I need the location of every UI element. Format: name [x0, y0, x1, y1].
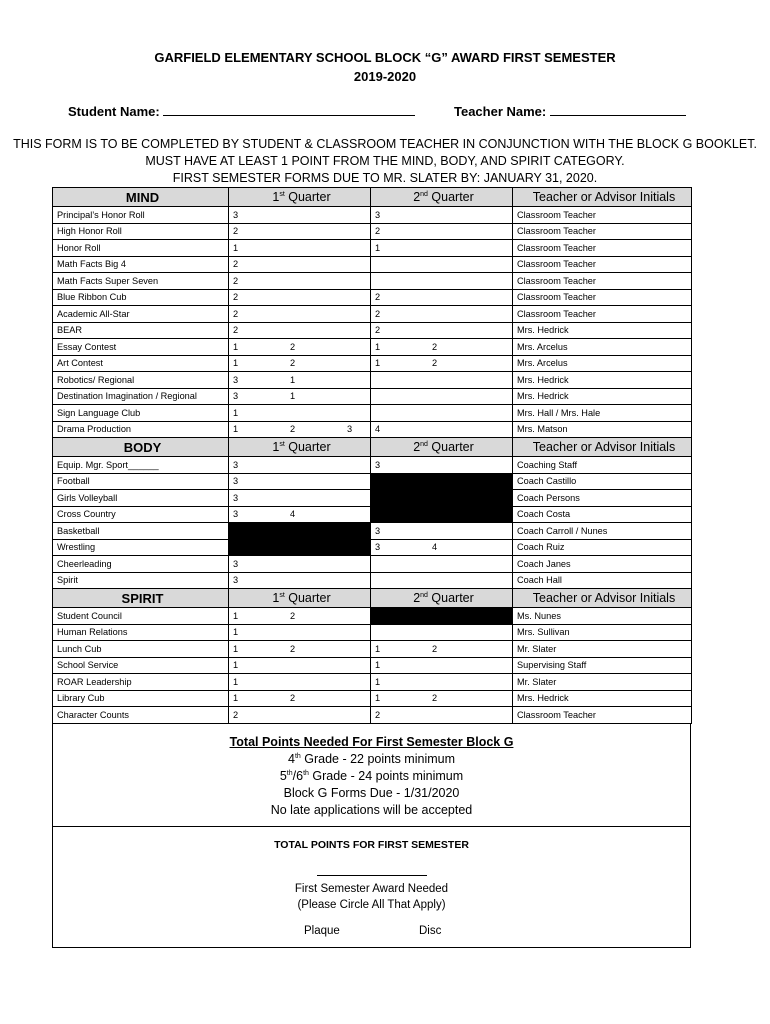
q1-points-a: 2	[233, 325, 239, 336]
table-row	[53, 306, 692, 323]
q2-points-cell[interactable]	[371, 256, 513, 273]
activity-name: Drama Production	[53, 421, 229, 438]
activity-name: Math Facts Super Seven	[53, 273, 229, 290]
activity-name: Football	[53, 473, 229, 490]
forms-due-date: Block G Forms Due - 1/31/2020	[283, 786, 460, 800]
table-row	[53, 556, 692, 573]
activity-name: Student Council	[53, 608, 229, 625]
q1-points-cell[interactable]	[229, 421, 371, 438]
q2-points-b: 2	[432, 693, 438, 704]
q2-points-b: 2	[432, 358, 438, 369]
q2-points-a: 3	[375, 209, 381, 220]
initials-cell[interactable]: Coach Costa	[513, 506, 692, 523]
q1-points-a: 1	[233, 424, 239, 435]
activity-name: Lunch Cub	[53, 641, 229, 658]
activity-name: Spirit	[53, 572, 229, 589]
q1-points-a: 3	[233, 459, 239, 470]
q1-points-a: 2	[233, 308, 239, 319]
q2-points-a: 1	[375, 242, 381, 253]
q2-points-a: 1	[375, 341, 381, 352]
q2-points-cell[interactable]	[371, 223, 513, 240]
q2-points-b: 4	[432, 542, 438, 553]
table-row	[53, 490, 692, 507]
activity-name: Girls Volleyball	[53, 490, 229, 507]
q2-points-a: 1	[375, 643, 381, 654]
q1-points-b: 1	[290, 374, 296, 385]
table-row	[53, 690, 692, 707]
q2-points-a: 2	[375, 709, 381, 720]
requirements-heading: Total Points Needed For First Semester Block G	[229, 735, 514, 749]
initials-cell[interactable]: Mrs. Arcelus	[513, 339, 692, 356]
student-name-line[interactable]	[163, 103, 415, 116]
q1-points-cell[interactable]	[229, 539, 371, 556]
teacher-name-line[interactable]	[550, 103, 686, 116]
teacher-name-label: Teacher Name:	[454, 104, 547, 119]
q2-points-cell[interactable]	[371, 523, 513, 540]
q2-points-b: 2	[432, 341, 438, 352]
student-name-label: Student Name:	[68, 104, 160, 119]
q1-points-cell[interactable]	[229, 674, 371, 691]
spirit-category-title: SPIRIT	[53, 589, 229, 608]
q2-points-cell[interactable]	[371, 273, 513, 290]
q1-points-a: 3	[233, 374, 239, 385]
initials-cell[interactable]: Classroom Teacher	[513, 256, 692, 273]
award-box	[52, 827, 691, 948]
activity-name: High Honor Roll	[53, 223, 229, 240]
q1-points-cell[interactable]	[229, 256, 371, 273]
q1-points-cell[interactable]	[229, 608, 371, 625]
q1-points-a: 3	[233, 509, 239, 520]
q2-points-a: 1	[375, 660, 381, 671]
q1-points-a: 2	[233, 709, 239, 720]
activity-name: ROAR Leadership	[53, 674, 229, 691]
table-row	[53, 523, 692, 540]
q1-points-cell[interactable]	[229, 223, 371, 240]
q1-points-a: 3	[233, 575, 239, 586]
spirit-section-header	[53, 589, 692, 608]
q2-points-a: 3	[375, 525, 381, 536]
q2-points-cell[interactable]	[371, 473, 513, 490]
q1-points-cell[interactable]	[229, 556, 371, 573]
table-row	[53, 405, 692, 422]
q2-points-cell[interactable]	[371, 306, 513, 323]
student-name-field[interactable]	[68, 103, 415, 119]
table-row	[53, 707, 692, 724]
activity-name: Human Relations	[53, 624, 229, 641]
activity-name: Essay Contest	[53, 339, 229, 356]
q1-points-a: 3	[233, 476, 239, 487]
activity-name: Cheerleading	[53, 556, 229, 573]
activity-name: School Service	[53, 657, 229, 674]
q2-points-cell[interactable]	[371, 388, 513, 405]
q1-points-cell[interactable]	[229, 490, 371, 507]
q1-points-cell[interactable]	[229, 339, 371, 356]
initials-cell[interactable]: Coaching Staff	[513, 457, 692, 474]
activity-name: Robotics/ Regional	[53, 372, 229, 389]
q2-points-cell[interactable]	[371, 572, 513, 589]
q1-points-a: 1	[233, 358, 239, 369]
q1-points-a: 1	[233, 610, 239, 621]
initials-cell[interactable]: Classroom Teacher	[513, 240, 692, 257]
q2-points-cell[interactable]	[371, 355, 513, 372]
q1-points-a: 3	[233, 209, 239, 220]
initials-cell[interactable]: Mrs. Hedrick	[513, 372, 692, 389]
table-row	[53, 256, 692, 273]
initials-cell[interactable]: Coach Ruiz	[513, 539, 692, 556]
q1-points-a: 1	[233, 242, 239, 253]
q1-points-cell[interactable]	[229, 707, 371, 724]
q1-points-cell[interactable]	[229, 355, 371, 372]
table-row	[53, 372, 692, 389]
activity-name: Cross Country	[53, 506, 229, 523]
activity-name: Basketball	[53, 523, 229, 540]
initials-cell[interactable]: Classroom Teacher	[513, 273, 692, 290]
q1-points-a: 1	[233, 627, 239, 638]
late-policy: No late applications will be accepted	[270, 803, 473, 817]
instruction-line-3: FIRST SEMESTER FORMS DUE TO MR. SLATER BY: JANUARY 31, 2020.	[172, 171, 598, 185]
q1-points-cell[interactable]	[229, 641, 371, 658]
total-points-label: TOTAL POINTS FOR FIRST SEMESTER	[274, 839, 469, 851]
q2-points-cell[interactable]	[371, 339, 513, 356]
q2-points-cell[interactable]	[371, 322, 513, 339]
q1-points-cell[interactable]	[229, 523, 371, 540]
initials-cell[interactable]: Ms. Nunes	[513, 608, 692, 625]
activity-name: Library Cub	[53, 690, 229, 707]
q2-points-cell[interactable]	[371, 372, 513, 389]
table-row	[53, 273, 692, 290]
q1-points-cell[interactable]	[229, 273, 371, 290]
initials-cell[interactable]: Mrs. Hedrick	[513, 388, 692, 405]
activity-name: Math Facts Big 4	[53, 256, 229, 273]
initials-cell[interactable]: Classroom Teacher	[513, 289, 692, 306]
initials-cell[interactable]: Mrs. Hall / Mrs. Hale	[513, 405, 692, 422]
body-q2-header: 2nd Quarter	[371, 438, 513, 457]
q1-points-cell[interactable]	[229, 624, 371, 641]
q1-points-b: 1	[290, 391, 296, 402]
initials-cell[interactable]: Classroom Teacher	[513, 207, 692, 224]
body-q1-header: 1st Quarter	[229, 438, 371, 457]
table-row	[53, 289, 692, 306]
q2-points-a: 1	[375, 693, 381, 704]
table-row	[53, 506, 692, 523]
activity-name: Blue Ribbon Cub	[53, 289, 229, 306]
q1-points-a: 1	[233, 693, 239, 704]
q1-points-cell[interactable]	[229, 572, 371, 589]
initials-cell[interactable]: Coach Castillo	[513, 473, 692, 490]
activity-name: Principal’s Honor Roll	[53, 207, 229, 224]
q1-points-b: 2	[290, 424, 296, 435]
q2-points-cell[interactable]	[371, 289, 513, 306]
initials-cell[interactable]: Coach Carroll / Nunes	[513, 523, 692, 540]
q2-points-a: 4	[375, 424, 381, 435]
q2-points-a: 2	[375, 308, 381, 319]
q1-points-cell[interactable]	[229, 473, 371, 490]
q2-points-cell[interactable]	[371, 405, 513, 422]
q2-points-cell[interactable]	[371, 674, 513, 691]
q1-points-b: 2	[290, 341, 296, 352]
table-row	[53, 457, 692, 474]
activity-name: Art Contest	[53, 355, 229, 372]
activity-name: Sign Language Club	[53, 405, 229, 422]
activity-name: Honor Roll	[53, 240, 229, 257]
instruction-line-2: MUST HAVE AT LEAST 1 POINT FROM THE MIND, BODY, AND SPIRIT CATEGORY.	[145, 154, 625, 168]
initials-cell[interactable]: Mrs. Hedrick	[513, 322, 692, 339]
q2-points-a: 1	[375, 676, 381, 687]
q2-points-cell[interactable]	[371, 556, 513, 573]
q1-points-b: 2	[290, 693, 296, 704]
q1-points-a: 2	[233, 292, 239, 303]
q2-points-cell[interactable]	[371, 657, 513, 674]
table-row	[53, 624, 692, 641]
q1-points-cell[interactable]	[229, 457, 371, 474]
activity-name: Academic All-Star	[53, 306, 229, 323]
q1-points-cell[interactable]	[229, 306, 371, 323]
initials-cell[interactable]: Mr. Slater	[513, 674, 692, 691]
q1-points-cell[interactable]	[229, 207, 371, 224]
activity-name: Destination Imagination / Regional	[53, 388, 229, 405]
q2-points-cell[interactable]	[371, 641, 513, 658]
table-row	[53, 355, 692, 372]
q2-points-a: 1	[375, 358, 381, 369]
initials-cell[interactable]: Mr. Slater	[513, 641, 692, 658]
q2-points-cell[interactable]	[371, 690, 513, 707]
q1-points-b: 2	[290, 358, 296, 369]
table-row	[53, 339, 692, 356]
q2-points-cell[interactable]	[371, 421, 513, 438]
q1-points-cell[interactable]	[229, 690, 371, 707]
initials-cell[interactable]: Classroom Teacher	[513, 223, 692, 240]
initials-cell[interactable]: Classroom Teacher	[513, 707, 692, 724]
table-row	[53, 674, 692, 691]
q1-points-cell[interactable]	[229, 289, 371, 306]
grade-4-requirement: 4th Grade - 22 points minimum	[287, 752, 456, 766]
q1-points-a: 2	[233, 259, 239, 270]
initials-cell[interactable]: Classroom Teacher	[513, 306, 692, 323]
spirit-q2-header: 2nd Quarter	[371, 589, 513, 608]
plaque-option[interactable]: Plaque	[304, 925, 340, 937]
q1-points-b: 4	[290, 509, 296, 520]
form-title: GARFIELD ELEMENTARY SCHOOL BLOCK “G” AWARD FIRST SEMESTER	[154, 50, 616, 65]
mind-q2-header: 2nd Quarter	[371, 188, 513, 207]
q1-points-a: 3	[233, 391, 239, 402]
q2-points-cell[interactable]	[371, 240, 513, 257]
q2-points-cell[interactable]	[371, 707, 513, 724]
q2-points-b: 2	[432, 643, 438, 654]
q1-points-cell[interactable]	[229, 240, 371, 257]
q1-points-a: 3	[233, 492, 239, 503]
q1-points-cell[interactable]	[229, 372, 371, 389]
initials-cell[interactable]: Coach Persons	[513, 490, 692, 507]
q2-points-a: 2	[375, 226, 381, 237]
q2-points-a: 2	[375, 325, 381, 336]
initials-cell[interactable]: Mrs. Arcelus	[513, 355, 692, 372]
table-row	[53, 608, 692, 625]
activity-name: Equip. Mgr. Sport______	[53, 457, 229, 474]
points-table	[52, 187, 692, 724]
q1-points-c: 3	[347, 424, 353, 435]
teacher-name-field[interactable]	[454, 103, 686, 119]
total-points-blank[interactable]	[53, 863, 690, 881]
initials-cell[interactable]: Mrs. Hedrick	[513, 690, 692, 707]
q1-points-a: 1	[233, 341, 239, 352]
table-row	[53, 223, 692, 240]
table-row	[53, 657, 692, 674]
initials-cell[interactable]: Supervising Staff	[513, 657, 692, 674]
q1-points-a: 2	[233, 226, 239, 237]
table-row	[53, 572, 692, 589]
spirit-q1-header: 1st Quarter	[229, 589, 371, 608]
q2-points-cell[interactable]	[371, 608, 513, 625]
table-row	[53, 240, 692, 257]
q2-points-cell[interactable]	[371, 490, 513, 507]
q2-points-cell[interactable]	[371, 207, 513, 224]
q1-points-a: 1	[233, 660, 239, 671]
table-row	[53, 641, 692, 658]
q2-points-a: 2	[375, 292, 381, 303]
q2-points-cell[interactable]	[371, 506, 513, 523]
q2-points-cell[interactable]	[371, 539, 513, 556]
mind-q1-header: 1st Quarter	[229, 188, 371, 207]
requirements-box	[52, 724, 691, 827]
table-row	[53, 473, 692, 490]
q1-points-a: 1	[233, 676, 239, 687]
initials-cell[interactable]: Coach Janes	[513, 556, 692, 573]
q2-points-a: 3	[375, 542, 381, 553]
q1-points-cell[interactable]	[229, 388, 371, 405]
mind-initials-header: Teacher or Advisor Initials	[513, 188, 692, 207]
activity-name: BEAR	[53, 322, 229, 339]
q1-points-cell[interactable]	[229, 322, 371, 339]
body-initials-header: Teacher or Advisor Initials	[513, 438, 692, 457]
q1-points-cell[interactable]	[229, 405, 371, 422]
body-category-title: BODY	[53, 438, 229, 457]
q1-points-cell[interactable]	[229, 657, 371, 674]
body-section-header	[53, 438, 692, 457]
award-needed-label: First Semester Award Needed	[294, 883, 449, 895]
q2-points-cell[interactable]	[371, 457, 513, 474]
initials-cell[interactable]: Mrs. Sullivan	[513, 624, 692, 641]
table-row	[53, 207, 692, 224]
mind-category-title: MIND	[53, 188, 229, 207]
activity-name: Character Counts	[53, 707, 229, 724]
q1-points-b: 2	[290, 643, 296, 654]
q1-points-a: 1	[233, 643, 239, 654]
school-year: 2019-2020	[353, 69, 417, 84]
q1-points-a: 3	[233, 558, 239, 569]
q1-points-a: 2	[233, 275, 239, 286]
q2-points-cell[interactable]	[371, 624, 513, 641]
table-row	[53, 322, 692, 339]
activity-name: Wrestling	[53, 539, 229, 556]
mind-section-header	[53, 188, 692, 207]
circle-instruction: (Please Circle All That Apply)	[297, 899, 446, 911]
q2-points-a: 3	[375, 459, 381, 470]
instruction-line-1: THIS FORM IS TO BE COMPLETED BY STUDENT & CLASSROOM TEACHER IN CONJUNCTION WITH THE BLOCK G BOOKLET.	[13, 137, 757, 151]
q1-points-a: 1	[233, 407, 239, 418]
spirit-initials-header: Teacher or Advisor Initials	[513, 589, 692, 608]
q1-points-cell[interactable]	[229, 506, 371, 523]
initials-cell[interactable]: Coach Hall	[513, 572, 692, 589]
table-row	[53, 421, 692, 438]
q1-points-b: 2	[290, 610, 296, 621]
grade-5-6-requirement: 5th/6th Grade - 24 points minimum	[279, 769, 464, 783]
table-row	[53, 539, 692, 556]
table-row	[53, 388, 692, 405]
disc-option[interactable]: Disc	[419, 925, 442, 937]
initials-cell[interactable]: Mrs. Matson	[513, 421, 692, 438]
